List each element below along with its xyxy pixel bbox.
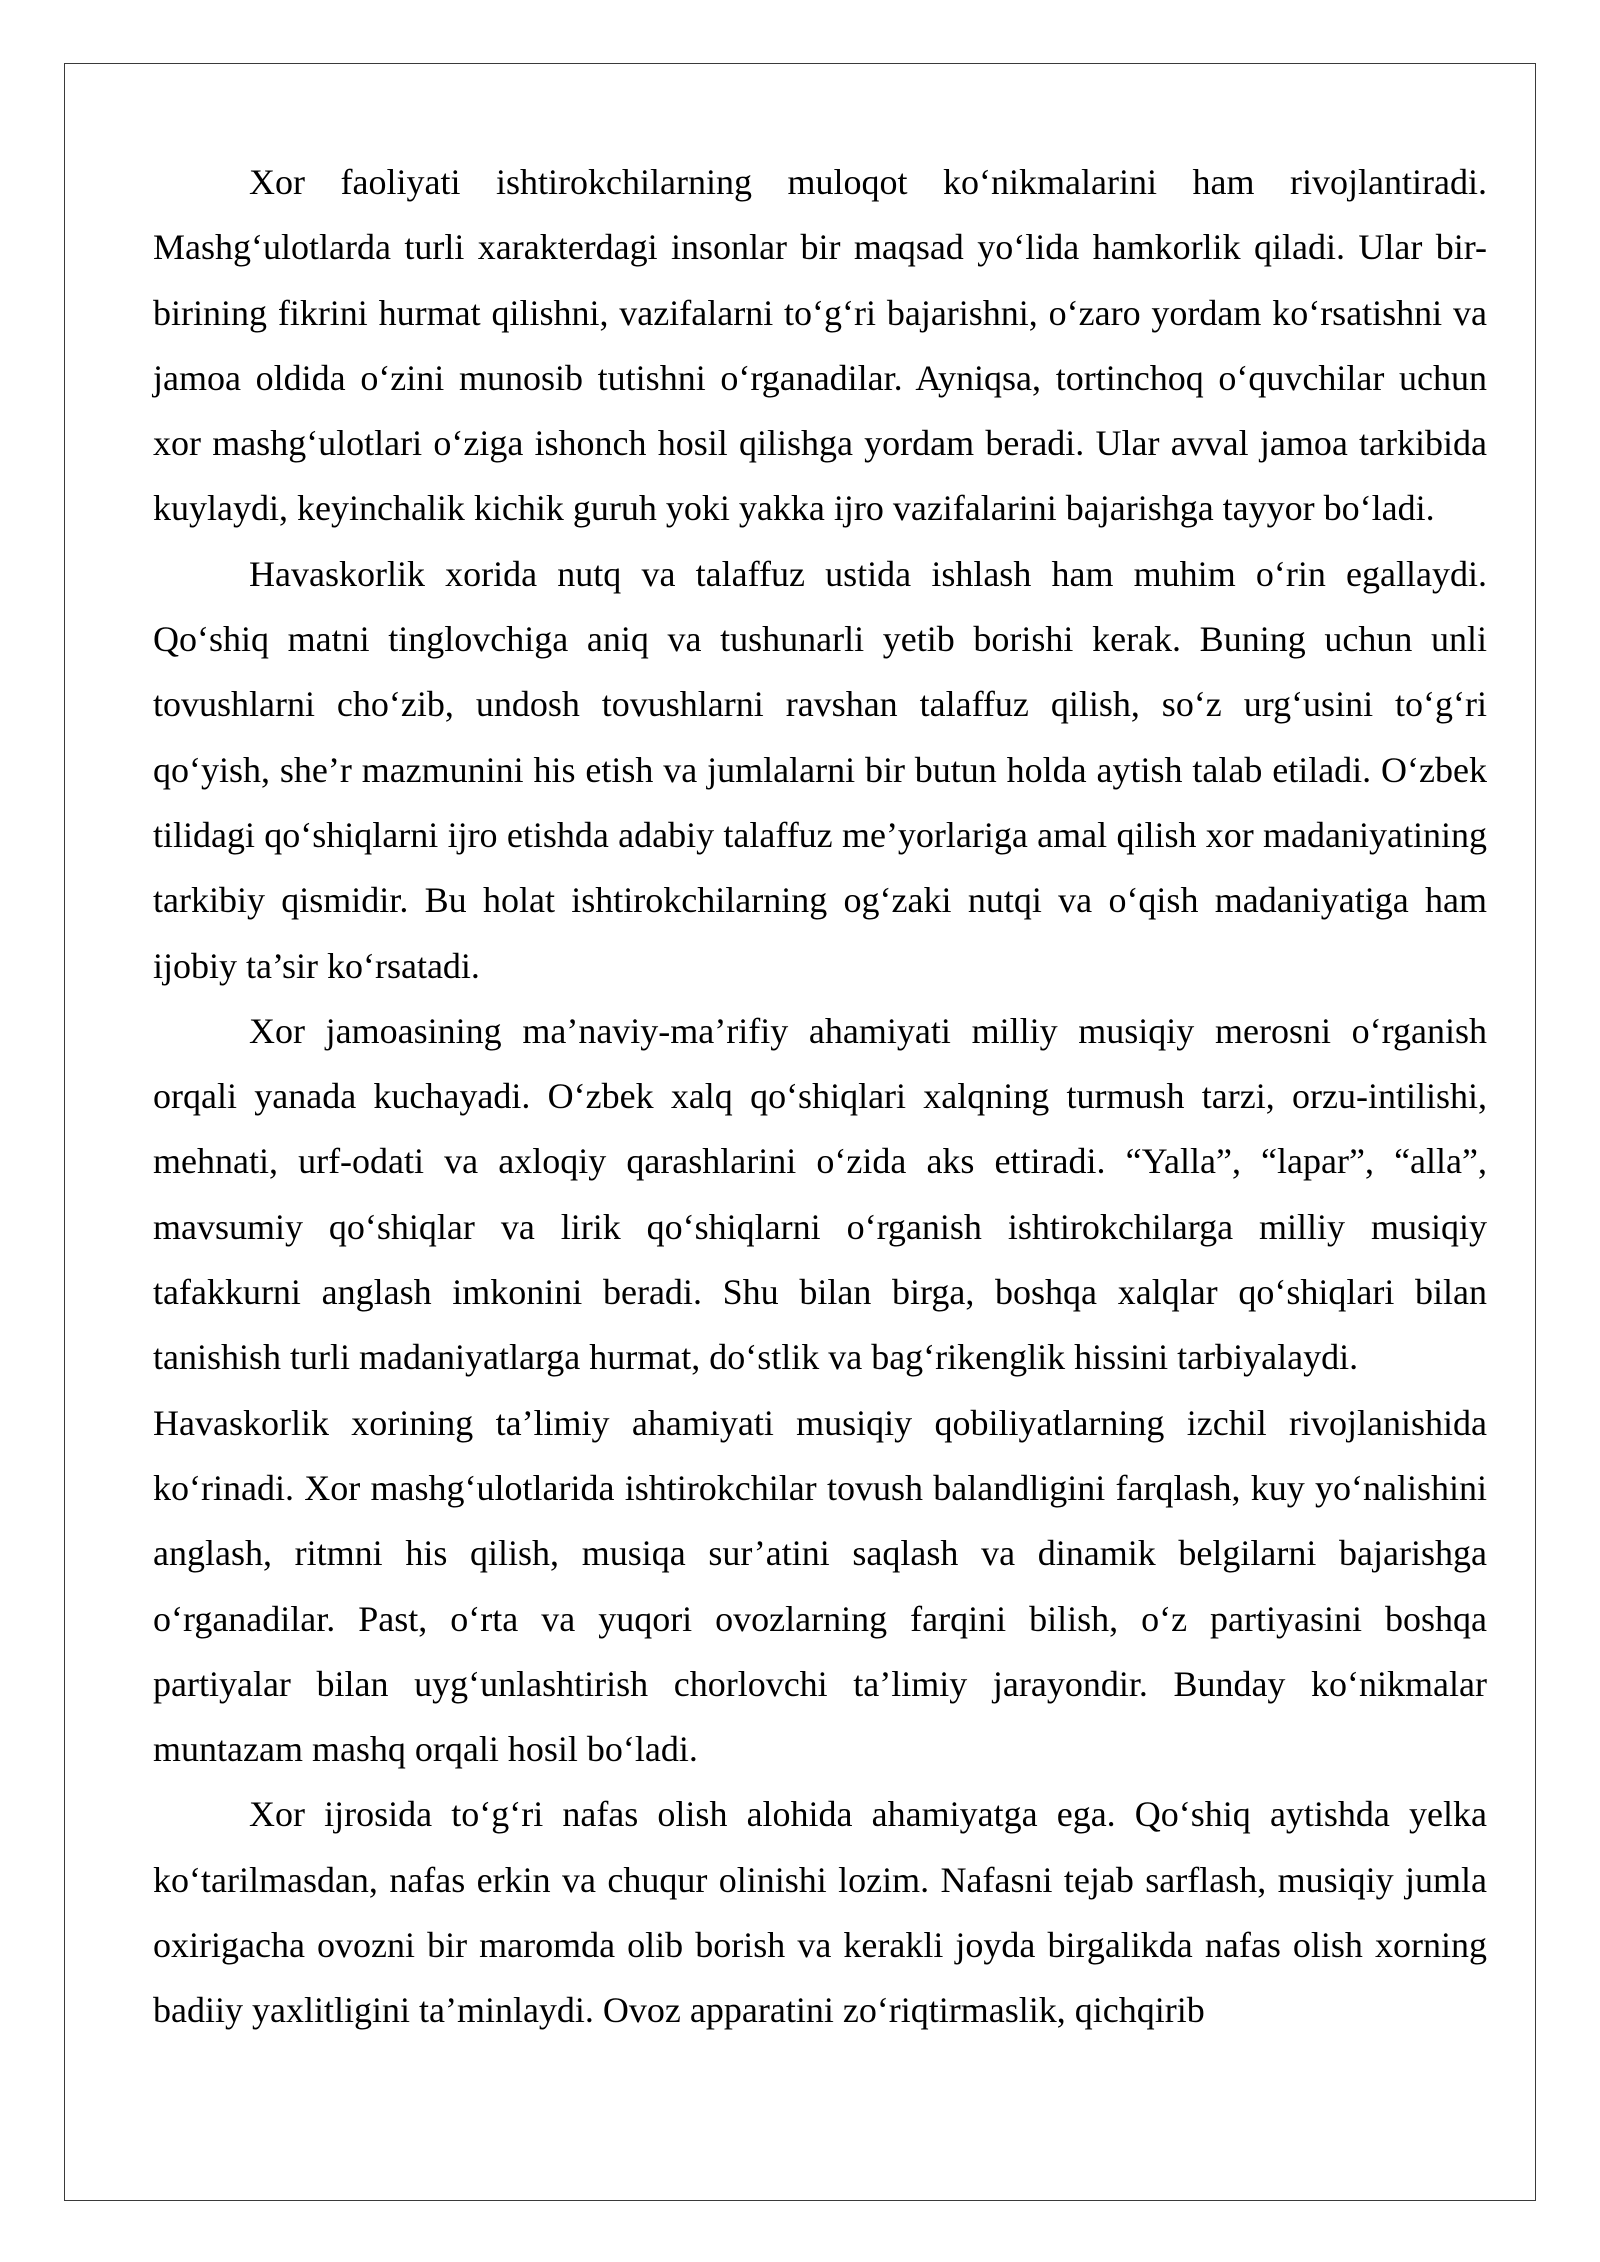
paragraph-1: Xor faoliyati ishtirokchilarning muloqot ko‘nikmalarini ham rivojlantiradi. Mashg‘ulotlarda turli xarakterdagi insonlar bir maqsad yo‘lida hamkorlik qiladi. Ular bir-birining fikrini hurmat qilishni, vazifalarni to‘g‘ri bajarishni, o‘zaro yordam ko‘rsatishni va jamoa oldida o‘zini munosib tutishni o‘rganadilar. Ayniqsa, tortinchoq o‘quvchilar uchun xor mashg‘ulotlari o‘ziga ishonch hosil qilishga yordam beradi. Ular avval jamoa tarkibida kuylaydi, keyinchalik kichik guruh yoki yakka ijro vazifalarini bajarishga tayyor bo‘ladi. xyxy=(153,162,1487,529)
paragraph-3: Xor jamoasining ma’naviy-ma’rifiy ahamiyati milliy musiqiy merosni o‘rganish orqali yanada kuchayadi. O‘zbek xalq qo‘shiqlari xalqning turmush tarzi, orzu-intilishi, mehnati, urf-odati va axloqiy qarashlarini o‘zida aks ettiradi. “Yalla”, “lapar”, “alla”, mavsumiy qo‘shiqlar va lirik qo‘shiqlarni o‘rganish ishtirokchilarga milliy musiqiy tafakkurni anglash imkonini beradi. Shu bilan birga, boshqa xalqlar qo‘shiqlari bilan tanishish turli madaniyatlarga hurmat, do‘stlik va bag‘rikenglik hissini tarbiyalaydi. xyxy=(153,1010,1487,1378)
paragraph-2: Havaskorlik xorida nutq va talaffuz ustida ishlash ham muhim o‘rin egallaydi. Qo‘shiq matni tinglovchiga aniq va tushunarli yetib borishi kerak. Buning uchun unli tovushlarni cho‘zib, undosh tovushlarni ravshan talaffuz qilish, so‘z urg‘usini to‘g‘ri qo‘yish, she’r mazmunini his etish va jumlalarni bir butun holda aytish talab etiladi. O‘zbek tilidagi qo‘shiqlarni ijro etishda adabiy talaffuz me’yorlariga amal qilish xor madaniyatining tarkibiy qismidir. Bu holat ishtirokchilarning og‘zaki nutqi va o‘qish madaniyatiga ham ijobiy ta’sir ko‘rsatadi. xyxy=(153,553,1487,986)
paragraph-4: Havaskorlik xorining ta’limiy ahamiyati musiqiy qobiliyatlarning izchil rivojlanishida ko‘rinadi. Xor mashg‘ulotlarida ishtirokchilar tovush balandligini farqlash, kuy yo‘nalishini anglash, ritmni his qilish, musiqa sur’atini saqlash va dinamik belgilarni bajarishga o‘rganadilar. Past, o‘rta va yuqori ovozlarning farqini bilish, o‘z partiyasini boshqa partiyalar bilan uyg‘unlashtirish chorlovchi ta’limiy jarayondir. Bunday ko‘nikmalar muntazam mashq orqali hosil bo‘ladi. xyxy=(153,1402,1487,1770)
document-body xyxy=(153,150,1487,2044)
paragraph-5: Xor ijrosida to‘g‘ri nafas olish alohida ahamiyatga ega. Qo‘shiq aytishda yelka ko‘tarilmasdan, nafas erkin va chuqur olinishi lozim. Nafasni tejab sarflash, musiqiy jumla oxirigacha ovozni bir maromda olib borish va kerakli joyda birgalikda nafas olish xorning badiiy yaxlitligini ta’minlaydi. Ovoz apparatini zo‘riqtirmaslik, qichqirib xyxy=(153,1794,1487,2031)
